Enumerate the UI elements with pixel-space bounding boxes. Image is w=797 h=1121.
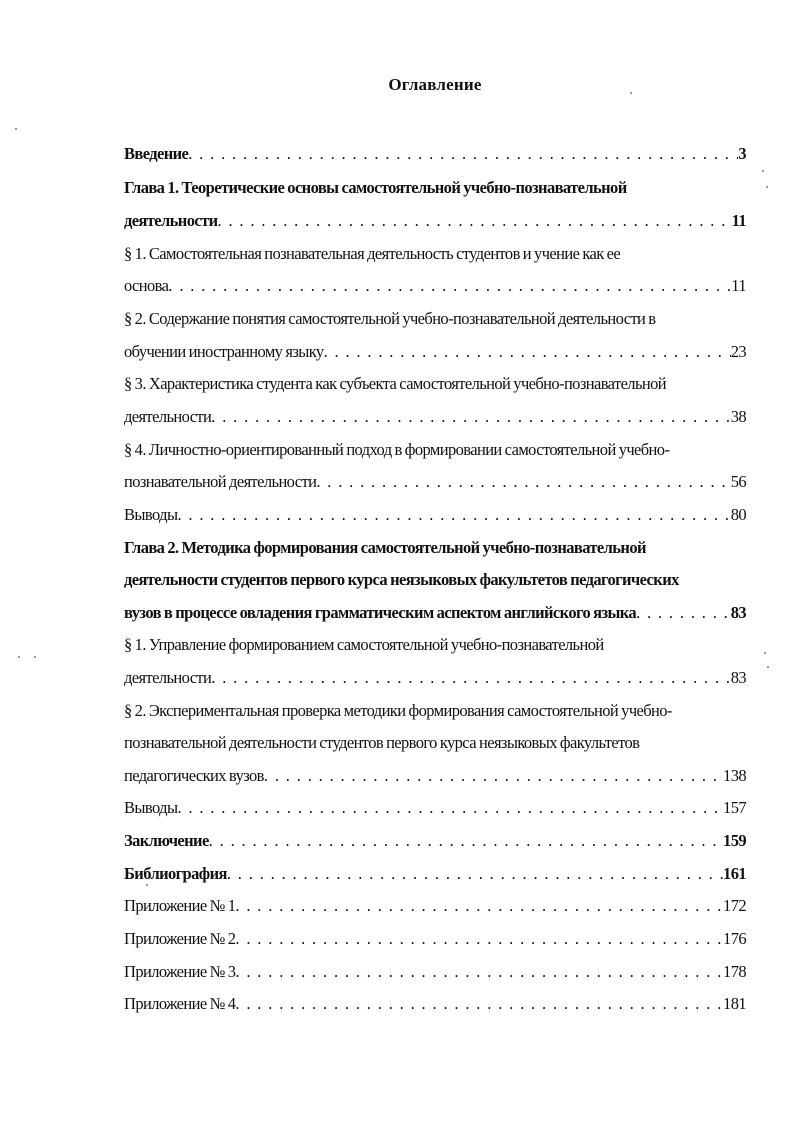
toc-entry-text: Библиография [124,864,227,883]
toc-entry-section-1-2-cont [124,337,746,367]
scan-speck [630,92,632,94]
toc-entry-text: основа [124,276,169,295]
toc-entry-text: § 2. Содержание понятия самостоятельной учебно-познавательной деятельности в [124,309,656,328]
scan-speck [767,666,769,668]
toc-entry-section-1-4-cont [124,467,746,497]
toc-page-number: 176 [723,929,746,948]
toc-page-number: 159 [723,831,746,850]
toc-page-number: 172 [723,896,746,915]
toc-entry-text: Приложение № 4 [124,994,236,1013]
toc-entry-chapter-2-cont [124,565,746,595]
dot-leader [636,598,731,628]
toc-page-number: 178 [723,962,746,981]
toc-page-number: 23 [730,342,746,361]
toc-entry-text: Выводы [124,505,178,524]
scan-speck [764,652,766,654]
dot-leader [235,957,723,987]
toc-entry-chapter-1 [124,173,746,203]
dot-leader [188,139,738,169]
dot-leader [211,663,730,693]
dot-leader [177,500,730,530]
toc-entry-text: § 3. Характеристика студента как субъекта самостоятельной учебно-познавательной [124,374,666,393]
toc-page-number: 80 [730,505,746,524]
dot-leader [177,793,723,823]
toc-entry-text: деятельности [124,407,212,426]
toc-entry-section-2-2-cont-2 [124,761,746,791]
toc-entry-chapter-2 [124,533,746,563]
toc-entry-section-1-3-cont [124,402,746,432]
dot-leader [227,859,723,889]
toc-entry-text: Приложение № 2 [124,929,236,948]
toc-entry-conclusions-2 [124,793,746,823]
dot-leader [209,826,723,856]
toc-entry-text: § 2. Экспериментальная проверка методики формирования самостоятельной учебно- [124,701,672,720]
toc-page-number: 3 [738,144,746,163]
dot-leader [235,989,723,1019]
dot-leader [235,891,723,921]
toc-page-number: 157 [723,798,746,817]
toc-entry-section-1-2 [124,304,746,334]
toc-page-number: 11 [731,276,746,295]
toc-entry-section-2-1-cont [124,663,746,693]
toc-entry-text: обучении иностранному языку [124,342,324,361]
scan-speck [146,884,148,886]
toc-page-number: 138 [723,766,746,785]
toc-entry-section-1-4 [124,435,746,465]
toc-entry-conclusion [124,826,746,856]
toc-entry-section-2-2 [124,696,746,726]
toc-page-number: 181 [723,994,746,1013]
dot-leader [218,206,732,236]
toc-entry-text: Выводы [124,798,178,817]
toc-entry-text: вузов в процессе овладения грамматическим аспектом английского языка [124,603,637,622]
toc-entry-text: § 4. Личностно-ориентированный подход в формировании самостоятельной учебно- [124,440,670,459]
toc-entry-chapter-2-cont-2 [124,598,746,628]
toc-entry-appendix-3 [124,957,746,987]
dot-leader [316,467,730,497]
toc-entry-text: § 1. Управление формированием самостоятельной учебно-познавательной [124,635,604,654]
toc-page-number: 83 [730,603,746,622]
scan-speck [766,186,768,188]
toc-entry-text: познавательной деятельности [124,472,317,491]
toc-entry-text: Приложение № 3 [124,962,236,981]
toc-entry-section-1-1 [124,239,746,269]
toc-entry-section-2-2-cont [124,728,746,758]
dot-leader [168,271,731,301]
toc-entry-text: деятельности [124,211,218,230]
toc-entry-conclusions-1 [124,500,746,530]
toc-entry-text: Введение [124,144,189,163]
toc-entry-text: познавательной деятельности студентов первого курса неязыковых факультетов [124,733,640,752]
scan-speck [34,656,36,658]
toc-entry-appendix-4 [124,989,746,1019]
toc-entry-appendix-2 [124,924,746,954]
toc-entry-section-2-1 [124,630,746,660]
dot-leader [211,402,730,432]
toc-page-number: 56 [730,472,746,491]
dot-leader [235,924,723,954]
toc-entry-section-1-3 [124,369,746,399]
toc-entry-section-1-1-cont [124,271,746,301]
toc-entry-bibliography [124,859,746,889]
toc-entry-text: педагогических вузов [124,766,264,785]
toc-entry-text: Глава 2. Методика формирования самостоятельной учебно-познавательной [124,538,646,557]
toc-entry-text: Глава 1. Теоретические основы самостоятельной учебно-познавательной [124,178,627,197]
toc-entry-text: деятельности [124,668,212,687]
toc-entry-appendix-1 [124,891,746,921]
toc-entry-text: § 1. Самостоятельная познавательная деятельность студентов и учение как ее [124,244,621,263]
toc-page-number: 161 [723,864,746,883]
toc-title: Оглавление [388,75,482,94]
scan-speck [762,170,764,172]
toc-entry-text: Заключение [124,831,209,850]
toc-page-number: 11 [731,211,746,230]
toc-entry-chapter-1-cont [124,206,746,236]
dot-leader [324,337,731,367]
dot-leader [264,761,723,791]
toc-page-number: 83 [730,668,746,687]
toc-entry-text: Приложение № 1 [124,896,236,915]
toc-entry-introduction [124,139,746,169]
toc-page-number: 38 [730,407,746,426]
scan-speck [18,656,20,658]
toc-entry-text: деятельности студентов первого курса неязыковых факультетов педагогических [124,570,679,589]
scan-speck [15,128,17,130]
